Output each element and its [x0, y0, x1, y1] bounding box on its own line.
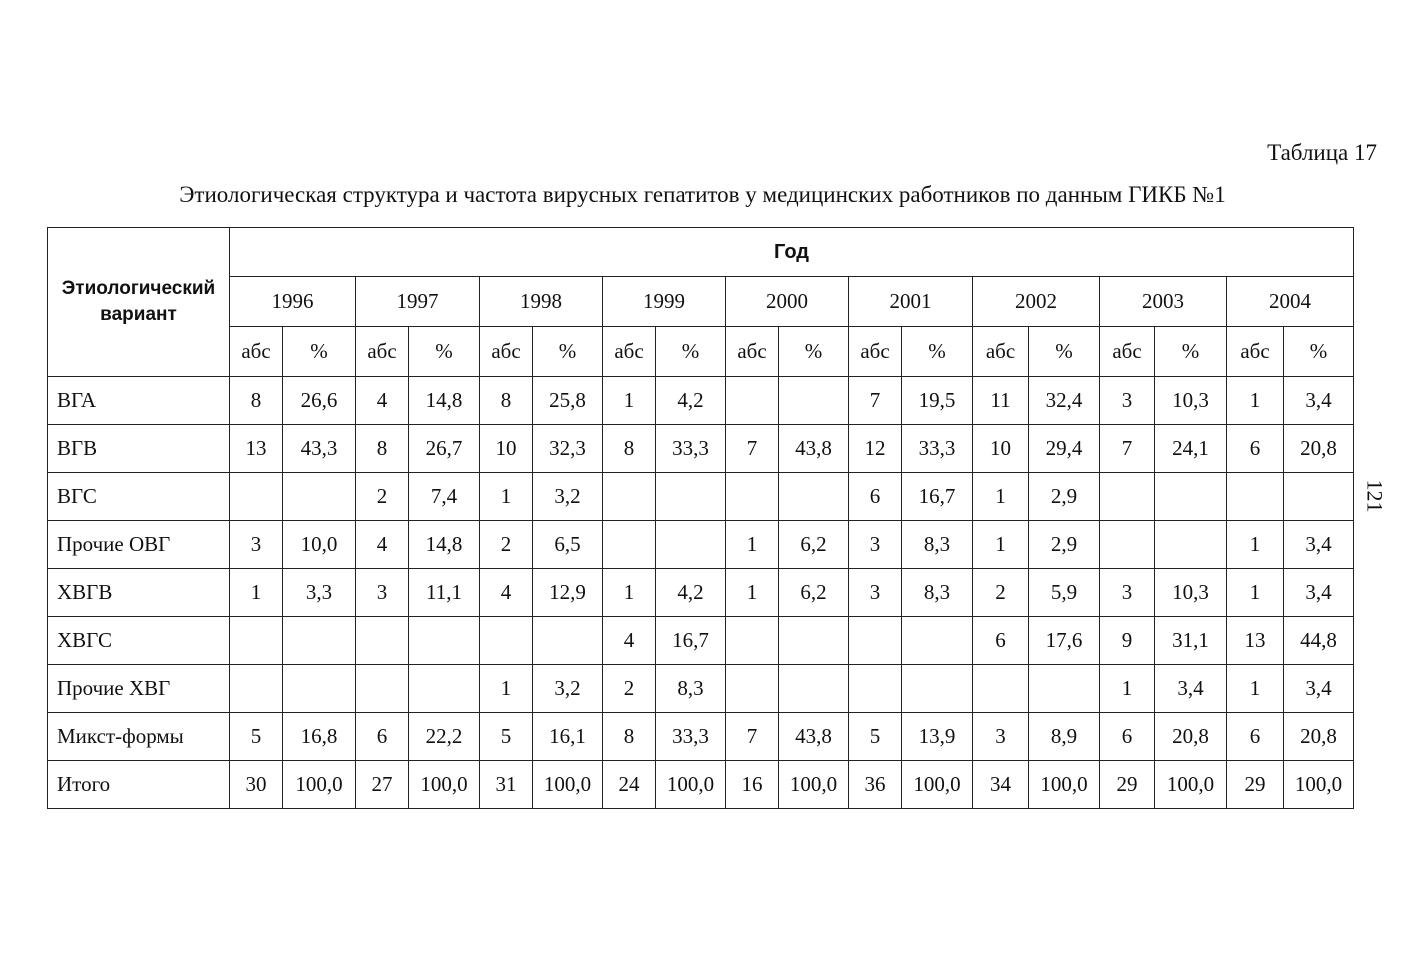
percent-cell: 4,2 [656, 377, 726, 425]
abs-cell: 3 [973, 713, 1029, 761]
percent-cell: 100,0 [902, 761, 973, 809]
abs-cell: 1 [603, 569, 656, 617]
percent-cell: 33,3 [902, 425, 973, 473]
percent-subheader: % [533, 327, 603, 377]
percent-cell: 24,1 [1155, 425, 1227, 473]
percent-cell: 2,9 [1029, 473, 1100, 521]
abs-cell [1100, 473, 1155, 521]
abs-cell: 10 [973, 425, 1029, 473]
percent-cell: 3,2 [533, 473, 603, 521]
abs-cell: 12 [849, 425, 902, 473]
abs-cell: 1 [1227, 377, 1284, 425]
abs-cell: 1 [1227, 569, 1284, 617]
abs-cell: 4 [480, 569, 533, 617]
abs-subheader: абс [1100, 327, 1155, 377]
percent-cell: 3,4 [1155, 665, 1227, 713]
abs-cell: 34 [973, 761, 1029, 809]
percent-cell [779, 617, 849, 665]
percent-cell: 6,2 [779, 521, 849, 569]
percent-cell: 6,2 [779, 569, 849, 617]
percent-cell: 100,0 [779, 761, 849, 809]
abs-cell: 3 [230, 521, 283, 569]
abs-cell [726, 377, 779, 425]
abs-cell: 2 [356, 473, 409, 521]
abs-cell: 1 [480, 665, 533, 713]
percent-cell: 26,6 [283, 377, 356, 425]
abs-cell: 8 [603, 425, 656, 473]
abs-cell: 2 [603, 665, 656, 713]
percent-cell: 5,9 [1029, 569, 1100, 617]
percent-cell: 33,3 [656, 713, 726, 761]
abs-subheader: абс [356, 327, 409, 377]
row-label: ВГВ [48, 425, 230, 473]
abs-cell: 6 [849, 473, 902, 521]
percent-subheader: % [902, 327, 973, 377]
abs-cell: 1 [603, 377, 656, 425]
abs-cell: 1 [973, 473, 1029, 521]
percent-subheader: % [1029, 327, 1100, 377]
percent-cell: 16,8 [283, 713, 356, 761]
percent-cell: 16,1 [533, 713, 603, 761]
percent-cell [902, 665, 973, 713]
percent-cell: 2,9 [1029, 521, 1100, 569]
percent-cell: 17,6 [1029, 617, 1100, 665]
percent-cell: 16,7 [902, 473, 973, 521]
abs-cell: 1 [726, 569, 779, 617]
row-label: Прочие ОВГ [48, 521, 230, 569]
percent-cell: 8,3 [902, 569, 973, 617]
table-row [48, 377, 1354, 425]
abs-subheader: абс [849, 327, 902, 377]
percent-cell: 14,8 [409, 377, 480, 425]
percent-cell: 100,0 [656, 761, 726, 809]
abs-subheader: абс [230, 327, 283, 377]
stub-header: Этиологический вариант [48, 228, 230, 377]
percent-subheader: % [1284, 327, 1354, 377]
abs-cell: 7 [726, 713, 779, 761]
percent-subheader: % [656, 327, 726, 377]
abs-cell [480, 617, 533, 665]
percent-cell: 43,8 [779, 713, 849, 761]
percent-cell [283, 617, 356, 665]
abs-cell [726, 617, 779, 665]
abs-cell: 11 [973, 377, 1029, 425]
year-header: 1999 [603, 277, 726, 327]
abs-cell: 5 [230, 713, 283, 761]
year-header: 2001 [849, 277, 973, 327]
abs-cell: 6 [1100, 713, 1155, 761]
percent-subheader: % [779, 327, 849, 377]
abs-cell: 6 [1227, 425, 1284, 473]
abs-cell: 4 [356, 521, 409, 569]
percent-cell: 4,2 [656, 569, 726, 617]
percent-cell: 32,4 [1029, 377, 1100, 425]
abs-cell: 1 [1100, 665, 1155, 713]
abs-cell [973, 665, 1029, 713]
abs-cell [230, 665, 283, 713]
abs-cell: 2 [973, 569, 1029, 617]
abs-cell: 8 [230, 377, 283, 425]
abs-cell: 1 [230, 569, 283, 617]
percent-cell [656, 521, 726, 569]
percent-cell: 100,0 [1029, 761, 1100, 809]
percent-cell: 8,3 [902, 521, 973, 569]
abs-cell: 2 [480, 521, 533, 569]
abs-cell: 7 [726, 425, 779, 473]
abs-cell: 7 [849, 377, 902, 425]
percent-cell: 19,5 [902, 377, 973, 425]
percent-cell [1155, 473, 1227, 521]
percent-cell [902, 617, 973, 665]
percent-cell [409, 617, 480, 665]
abs-cell: 4 [356, 377, 409, 425]
abs-cell: 3 [849, 521, 902, 569]
percent-cell: 20,8 [1155, 713, 1227, 761]
abs-cell: 8 [603, 713, 656, 761]
abs-cell: 27 [356, 761, 409, 809]
abs-cell: 1 [1227, 665, 1284, 713]
year-header: 2004 [1227, 277, 1354, 327]
percent-cell: 3,2 [533, 665, 603, 713]
percent-cell [1155, 521, 1227, 569]
row-label: ВГА [48, 377, 230, 425]
abs-cell [726, 665, 779, 713]
percent-cell: 14,8 [409, 521, 480, 569]
row-label: Микст-формы [48, 713, 230, 761]
abs-cell: 4 [603, 617, 656, 665]
abs-cell [726, 473, 779, 521]
abs-cell [1100, 521, 1155, 569]
abs-cell [849, 665, 902, 713]
abs-cell: 3 [849, 569, 902, 617]
percent-cell: 20,8 [1284, 425, 1354, 473]
percent-cell: 20,8 [1284, 713, 1354, 761]
percent-cell: 32,3 [533, 425, 603, 473]
table-row [48, 569, 1354, 617]
abs-cell: 5 [480, 713, 533, 761]
percent-cell: 16,7 [656, 617, 726, 665]
percent-cell: 100,0 [283, 761, 356, 809]
percent-cell [409, 665, 480, 713]
year-header: 1998 [480, 277, 603, 327]
percent-cell: 10,3 [1155, 569, 1227, 617]
percent-cell: 25,8 [533, 377, 603, 425]
table-row [48, 425, 1354, 473]
percent-cell [1029, 665, 1100, 713]
percent-cell [779, 377, 849, 425]
abs-cell: 3 [1100, 377, 1155, 425]
year-header: 1997 [356, 277, 480, 327]
abs-cell [230, 617, 283, 665]
table-row [48, 617, 1354, 665]
percent-cell: 29,4 [1029, 425, 1100, 473]
table-row [48, 761, 1354, 809]
percent-cell [283, 665, 356, 713]
percent-cell: 10,3 [1155, 377, 1227, 425]
row-label: Прочие ХВГ [48, 665, 230, 713]
percent-cell: 33,3 [656, 425, 726, 473]
percent-cell: 100,0 [409, 761, 480, 809]
percent-cell [656, 473, 726, 521]
percent-cell: 11,1 [409, 569, 480, 617]
abs-cell: 7 [1100, 425, 1155, 473]
percent-cell: 43,8 [779, 425, 849, 473]
table-row [48, 521, 1354, 569]
percent-cell: 43,3 [283, 425, 356, 473]
year-group-header: Год [230, 228, 1354, 277]
table-label: Таблица 17 [1267, 140, 1377, 165]
abs-cell: 5 [849, 713, 902, 761]
percent-cell: 3,3 [283, 569, 356, 617]
percent-cell: 100,0 [1284, 761, 1354, 809]
abs-subheader: абс [480, 327, 533, 377]
abs-cell: 1 [973, 521, 1029, 569]
year-header: 1996 [230, 277, 356, 327]
abs-cell: 1 [480, 473, 533, 521]
abs-cell [1227, 473, 1284, 521]
percent-cell [779, 665, 849, 713]
abs-cell [849, 617, 902, 665]
table-row [48, 713, 1354, 761]
percent-subheader: % [1155, 327, 1227, 377]
abs-cell: 13 [1227, 617, 1284, 665]
percent-cell [779, 473, 849, 521]
percent-subheader: % [409, 327, 480, 377]
abs-cell [356, 617, 409, 665]
percent-cell: 31,1 [1155, 617, 1227, 665]
abs-cell: 13 [230, 425, 283, 473]
percent-cell: 3,4 [1284, 521, 1354, 569]
percent-cell [533, 617, 603, 665]
abs-cell: 29 [1100, 761, 1155, 809]
percent-cell: 100,0 [533, 761, 603, 809]
percent-cell: 3,4 [1284, 665, 1354, 713]
percent-cell: 3,4 [1284, 377, 1354, 425]
page-number: 121 [1362, 479, 1388, 513]
hepatitis-table [47, 227, 1354, 809]
abs-subheader: абс [603, 327, 656, 377]
percent-cell: 10,0 [283, 521, 356, 569]
abs-cell: 8 [480, 377, 533, 425]
percent-cell [1284, 473, 1354, 521]
abs-subheader: абс [726, 327, 779, 377]
abs-cell: 31 [480, 761, 533, 809]
percent-cell: 12,9 [533, 569, 603, 617]
abs-cell: 36 [849, 761, 902, 809]
percent-cell: 8,9 [1029, 713, 1100, 761]
percent-cell: 3,4 [1284, 569, 1354, 617]
row-label: ХВГС [48, 617, 230, 665]
abs-cell: 1 [726, 521, 779, 569]
percent-cell: 7,4 [409, 473, 480, 521]
percent-cell: 100,0 [1155, 761, 1227, 809]
abs-cell: 16 [726, 761, 779, 809]
abs-cell: 9 [1100, 617, 1155, 665]
abs-cell: 10 [480, 425, 533, 473]
abs-cell: 8 [356, 425, 409, 473]
abs-cell: 1 [1227, 521, 1284, 569]
abs-cell: 30 [230, 761, 283, 809]
row-label: ХВГВ [48, 569, 230, 617]
abs-subheader: абс [973, 327, 1029, 377]
percent-cell: 26,7 [409, 425, 480, 473]
abs-cell [230, 473, 283, 521]
row-label: Итого [48, 761, 230, 809]
percent-cell: 13,9 [902, 713, 973, 761]
percent-cell: 8,3 [656, 665, 726, 713]
percent-cell: 44,8 [1284, 617, 1354, 665]
abs-cell: 6 [973, 617, 1029, 665]
year-header: 2000 [726, 277, 849, 327]
year-header: 2003 [1100, 277, 1227, 327]
abs-cell [603, 521, 656, 569]
abs-cell: 6 [1227, 713, 1284, 761]
abs-cell [356, 665, 409, 713]
percent-cell: 6,5 [533, 521, 603, 569]
abs-cell: 24 [603, 761, 656, 809]
percent-cell [283, 473, 356, 521]
percent-cell: 22,2 [409, 713, 480, 761]
abs-cell: 3 [356, 569, 409, 617]
abs-cell: 3 [1100, 569, 1155, 617]
abs-cell [603, 473, 656, 521]
abs-subheader: абс [1227, 327, 1284, 377]
table-caption: Этиологическая структура и частота вирусных гепатитов у медицинских работников по данным ГИКБ №1 [179, 182, 1226, 207]
row-label: ВГС [48, 473, 230, 521]
table-row [48, 473, 1354, 521]
abs-cell: 6 [356, 713, 409, 761]
abs-cell: 29 [1227, 761, 1284, 809]
year-header: 2002 [973, 277, 1100, 327]
table-row [48, 665, 1354, 713]
percent-subheader: % [283, 327, 356, 377]
